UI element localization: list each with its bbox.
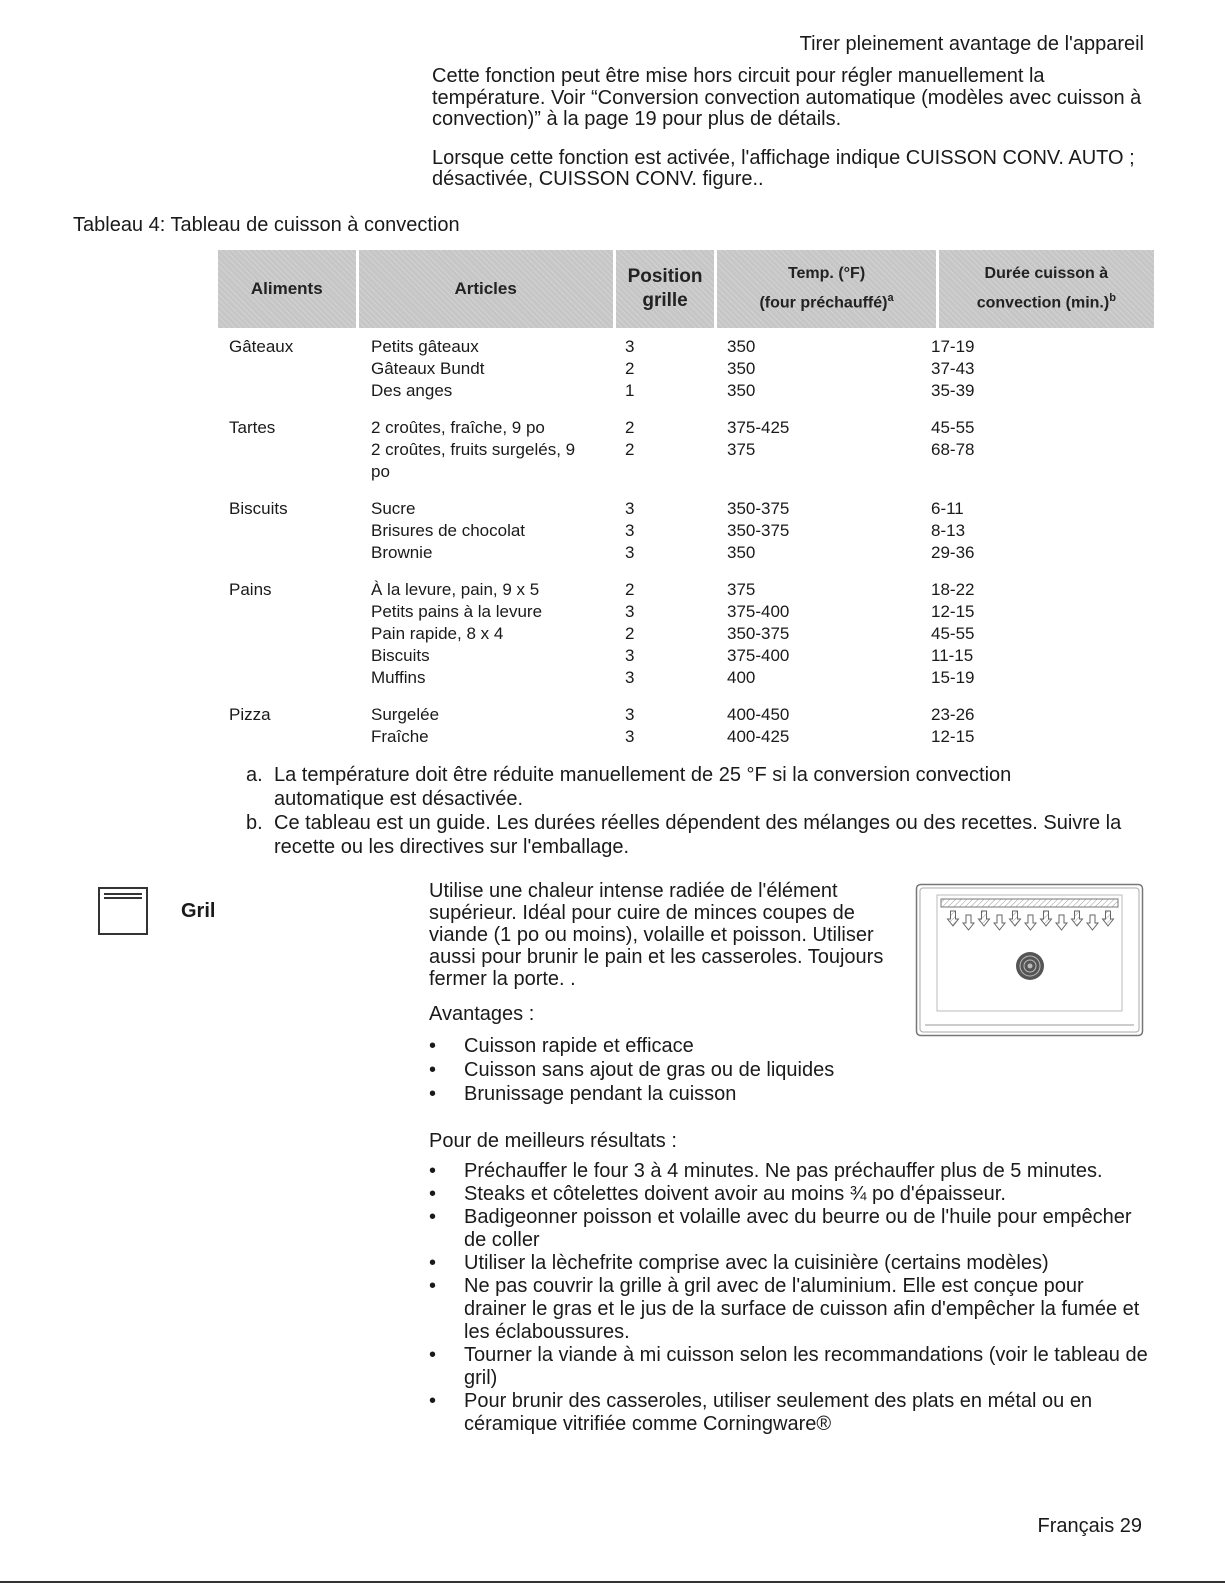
article-cell: Petits gâteaux <box>371 337 479 356</box>
table-row <box>371 439 1149 461</box>
article-cell: À la levure, pain, 9 x 5 <box>371 580 540 599</box>
advantage-item <box>429 1034 1129 1058</box>
cook-time-cell: 12-15 <box>931 727 975 746</box>
article-cell: Des anges <box>371 381 453 400</box>
temperature-cell: 350-375 <box>727 499 790 518</box>
bullet-icon: • <box>429 1160 437 1182</box>
table-group <box>229 336 1149 402</box>
results-title: Pour de meilleurs résultats : <box>429 1130 677 1152</box>
table-row <box>371 417 1149 439</box>
group-rows <box>371 417 1149 483</box>
result-item-text: Pour brunir des casseroles, utiliser seulement des plats en métal ou en céramique vitrifiée comme Corningware® <box>464 1390 1093 1435</box>
bottom-rule <box>0 1581 1225 1583</box>
table-row <box>371 358 1149 380</box>
bullet-icon: • <box>429 1059 437 1081</box>
result-item-text: Ne pas couvrir la grille à gril avec de l'aluminium. Elle est conçue pour drainer le gras et le jus de la surface de cuisson afin d'empêcher la fumée et les éclaboussures. <box>464 1275 1140 1343</box>
bullet-icon: • <box>429 1206 437 1228</box>
cook-time-cell: 15-19 <box>931 668 975 687</box>
temperature-cell <box>727 461 931 483</box>
header-duree-line1: Durée cuisson à <box>984 265 1109 283</box>
page-number: Français 29 <box>1037 1515 1142 1537</box>
header-aliments <box>218 250 356 328</box>
result-item <box>429 1206 1149 1252</box>
rack-position-cell: 3 <box>625 543 635 562</box>
footnote-text: Ce tableau est un guide. Les durées réelles dépendent des mélanges ou des recettes. Suivre la recette ou les directives sur l'emballage. <box>274 812 1122 858</box>
article-cell: Petits pains à la levure <box>371 602 543 621</box>
food-category-cell: Pains <box>229 580 272 599</box>
group-rows <box>371 579 1149 689</box>
footnotes <box>246 763 1126 859</box>
advantages-title: Avantages : <box>429 1003 535 1025</box>
table-caption: Tableau 4: Tableau de cuisson à convection <box>73 214 460 236</box>
result-item-text: Badigeonner poisson et volaille avec du beurre ou de l'huile pour empêcher de coller <box>464 1206 1132 1251</box>
table-row <box>371 645 1149 667</box>
temperature-cell: 375-400 <box>727 646 790 665</box>
cook-time-cell: 11-15 <box>931 646 974 665</box>
rack-position-cell: 2 <box>625 359 635 378</box>
article-cell: 2 croûtes, fruits surgelés, 9 <box>371 440 576 459</box>
table-row <box>371 601 1149 623</box>
intro-paragraph-1: Cette fonction peut être mise hors circuit pour régler manuellement la température. Voir “Conversion convection automatique (modèles avec cuisson à convection)” à la page 19 pour plus de détails. <box>432 65 1142 130</box>
article-cell: Biscuits <box>371 646 430 665</box>
rack-position-cell: 3 <box>625 668 635 687</box>
rack-position-cell: 2 <box>625 418 635 437</box>
table-group <box>229 579 1149 689</box>
cook-time-cell: 37-43 <box>931 359 975 378</box>
cook-time-cell: 12-15 <box>931 602 975 621</box>
result-item-text: Préchauffer le four 3 à 4 minutes. Ne pas préchauffer plus de 5 minutes. <box>464 1160 1103 1182</box>
broil-element <box>941 899 1118 907</box>
bullet-icon: • <box>429 1083 437 1105</box>
header-duree-footnote-ref: b <box>1109 292 1116 305</box>
bullet-icon: • <box>429 1344 437 1366</box>
temperature-cell: 350 <box>727 359 756 378</box>
temperature-cell: 400-450 <box>727 705 790 724</box>
table-row <box>371 461 1149 483</box>
broil-mode-icon <box>98 887 148 935</box>
broil-element-bar <box>104 893 142 899</box>
temperature-cell: 400 <box>727 668 756 687</box>
group-rows <box>371 704 1149 748</box>
table-row <box>371 726 1149 748</box>
table-body <box>229 336 1149 763</box>
rack-position-cell: 2 <box>625 624 635 643</box>
footnote <box>246 763 1126 811</box>
food-category-cell: Pizza <box>229 705 271 724</box>
cook-time-cell: 45-55 <box>931 624 975 643</box>
table-row <box>371 498 1149 520</box>
results-list <box>429 1160 1149 1436</box>
rack-position-cell: 3 <box>625 646 635 665</box>
cook-time-cell: 17-19 <box>931 337 975 356</box>
table-header-row <box>218 250 1154 328</box>
article-cell: Gâteaux Bundt <box>371 359 485 378</box>
result-item-text: Steaks et côtelettes doivent avoir au moins ¾ po d'épaisseur. <box>464 1183 1006 1205</box>
cook-time-cell: 45-55 <box>931 418 975 437</box>
rack-position-cell: 1 <box>625 381 635 400</box>
header-articles-label: Articles <box>454 279 517 298</box>
table-group <box>229 498 1149 564</box>
table-group <box>229 704 1149 748</box>
result-item <box>429 1252 1149 1275</box>
food-category-cell: Biscuits <box>229 499 288 518</box>
footnote-label: a. <box>246 764 263 786</box>
table-row <box>371 542 1149 564</box>
bullet-icon: • <box>429 1275 437 1297</box>
header-temp-line2 <box>759 286 893 315</box>
gril-description: Utilise une chaleur intense radiée de l'élément supérieur. Idéal pour cuire de minces coupes de viande (1 po ou moins), volaille et poisson. Utiliser aussi pour brunir le pain et les casseroles. Toujours fermer la porte. . <box>429 880 884 990</box>
header-position-line2: grille <box>642 290 688 311</box>
cook-time-cell: 29-36 <box>931 543 975 562</box>
header-temp-footnote-ref: a <box>887 292 894 305</box>
article-cell: Pain rapide, 8 x 4 <box>371 624 504 643</box>
result-item <box>429 1275 1149 1344</box>
footnote <box>246 811 1126 859</box>
rack-position-cell: 3 <box>625 521 635 540</box>
advantage-item-text: Brunissage pendant la cuisson <box>464 1083 737 1105</box>
advantage-item <box>429 1082 1129 1106</box>
footnote-label: b. <box>246 812 263 834</box>
header-temp-line1: Temp. (°F) <box>787 265 866 283</box>
cook-time-cell: 8-13 <box>931 521 966 540</box>
cook-time-cell: 23-26 <box>931 705 975 724</box>
table-row <box>371 667 1149 689</box>
result-item <box>429 1183 1149 1206</box>
group-rows <box>371 336 1149 402</box>
advantages-list <box>429 1034 1129 1106</box>
article-cell: Sucre <box>371 499 416 518</box>
running-header: Tirer pleinement avantage de l'appareil <box>799 33 1144 55</box>
temperature-cell: 375 <box>727 440 756 459</box>
food-category-cell: Tartes <box>229 418 276 437</box>
intro-paragraph-2: Lorsque cette fonction est activée, l'affichage indique CUISSON CONV. AUTO ; désactivée, CUISSON CONV. figure.. <box>432 146 1135 190</box>
cook-time-cell <box>931 461 1091 483</box>
bullet-icon: • <box>429 1183 437 1205</box>
intro-section <box>432 66 1157 208</box>
advantage-item <box>429 1058 1129 1082</box>
header-position <box>616 250 715 328</box>
cook-time-cell: 35-39 <box>931 381 975 400</box>
article-cell: 2 croûtes, fraîche, 9 po <box>371 418 545 437</box>
article-cell: Muffins <box>371 668 426 687</box>
header-temp <box>717 250 935 328</box>
table-row <box>371 704 1149 726</box>
article-cell: Surgelée <box>371 705 440 724</box>
article-cell: Brisures de chocolat <box>371 521 526 540</box>
header-aliments-label: Aliments <box>250 279 323 298</box>
temperature-cell: 375 <box>727 580 756 599</box>
bullet-icon: • <box>429 1035 437 1057</box>
table-row <box>371 579 1149 601</box>
footnote-text: La température doit être réduite manuellement de 25 °F si la conversion convection automatique est désactivée. <box>274 764 1012 810</box>
header-duree <box>939 250 1154 328</box>
group-rows <box>371 498 1149 564</box>
rack-position-cell: 2 <box>625 580 635 599</box>
advantage-item-text: Cuisson sans ajout de gras ou de liquides <box>464 1059 835 1081</box>
gril-title: Gril <box>181 900 216 922</box>
oven-broil-illustration <box>915 883 1144 1037</box>
rack-position-cell: 3 <box>625 602 635 621</box>
result-item <box>429 1390 1149 1436</box>
table-group <box>229 417 1149 483</box>
header-articles <box>359 250 613 328</box>
result-item-text: Utiliser la lèchefrite comprise avec la cuisinière (certains modèles) <box>464 1252 1049 1274</box>
article-cell: Fraîche <box>371 727 429 746</box>
rack-position-cell: 3 <box>625 337 635 356</box>
result-item-text: Tourner la viande à mi cuisson selon les recommandations (voir le tableau de gril) <box>464 1344 1148 1389</box>
temperature-cell: 400-425 <box>727 727 790 746</box>
temperature-cell: 375-425 <box>727 418 790 437</box>
bullet-icon: • <box>429 1390 437 1412</box>
article-cell: Brownie <box>371 543 433 562</box>
article-cell: po <box>371 462 390 481</box>
temperature-cell: 350 <box>727 381 756 400</box>
temperature-cell: 375-400 <box>727 602 790 621</box>
temperature-cell: 350-375 <box>727 521 790 540</box>
rack-position-cell <box>625 461 727 483</box>
temperature-cell: 350 <box>727 543 756 562</box>
food-category-cell: Gâteaux <box>229 337 294 356</box>
rack-position-cell: 3 <box>625 705 635 724</box>
temperature-cell: 350-375 <box>727 624 790 643</box>
result-item <box>429 1160 1149 1183</box>
cook-time-cell: 6-11 <box>931 499 964 518</box>
table-row <box>371 336 1149 358</box>
header-duree-line2-text: convection (min.) <box>976 294 1110 312</box>
rack-position-cell: 2 <box>625 440 635 459</box>
header-temp-line2-text: (four préchauffé) <box>759 294 888 312</box>
cook-time-cell: 18-22 <box>931 580 975 599</box>
bullet-icon: • <box>429 1252 437 1274</box>
header-duree-line2 <box>977 286 1116 315</box>
table-row <box>371 623 1149 645</box>
rack-position-cell: 3 <box>625 727 635 746</box>
rack-position-cell: 3 <box>625 499 635 518</box>
result-item <box>429 1344 1149 1390</box>
temperature-cell: 350 <box>727 337 756 356</box>
table-row <box>371 380 1149 402</box>
advantage-item-text: Cuisson rapide et efficace <box>464 1035 694 1057</box>
cook-time-cell: 68-78 <box>931 440 975 459</box>
table-row <box>371 520 1149 542</box>
header-position-line1: Position <box>627 266 703 287</box>
